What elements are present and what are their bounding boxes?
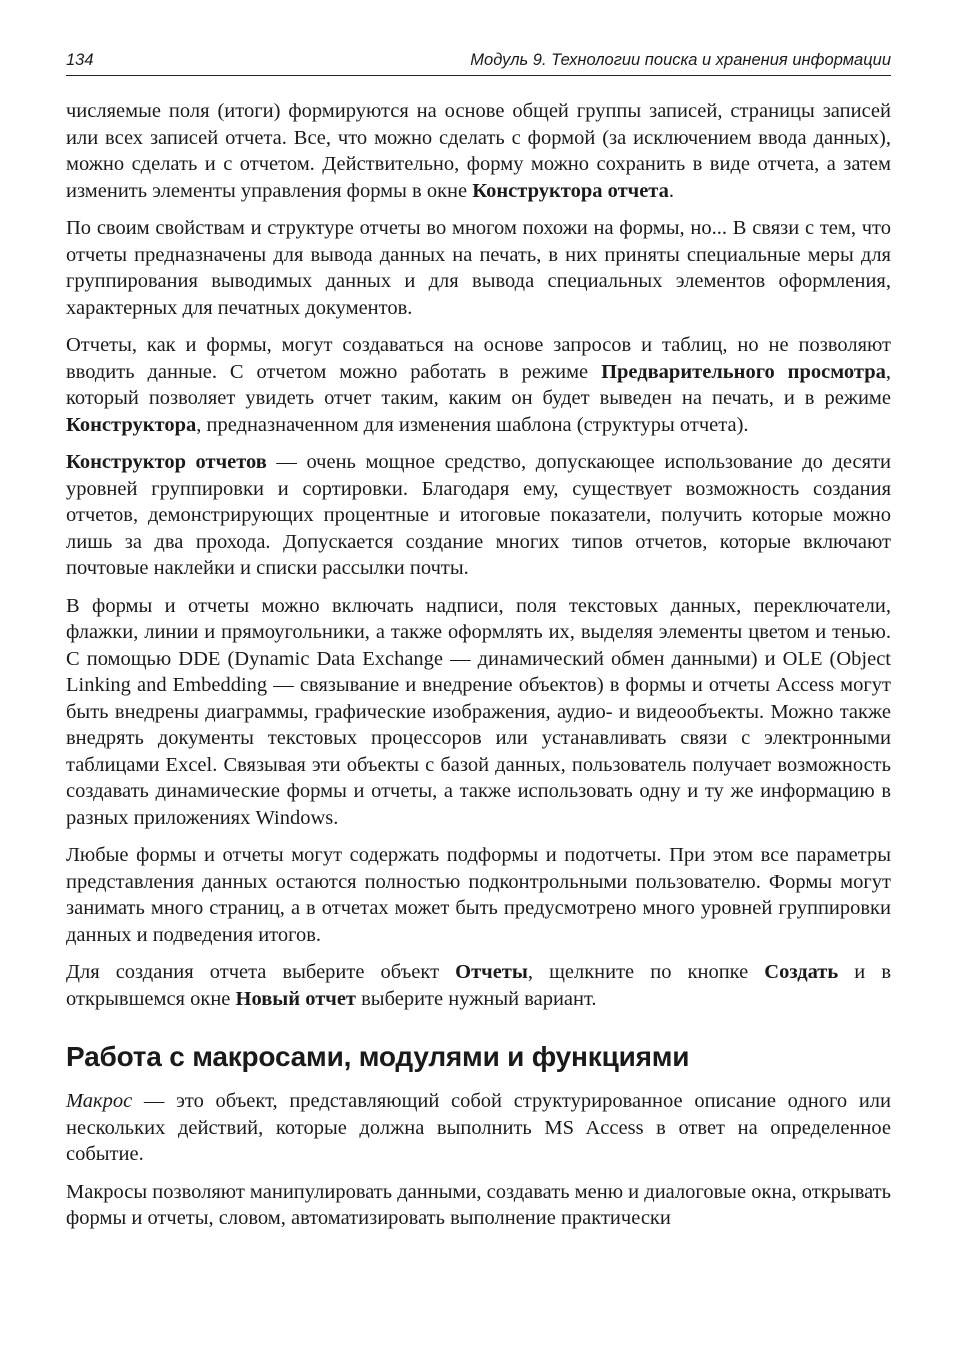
paragraph-7 bbox=[66, 959, 891, 1012]
p7-text-4: выберите нужный вариант. bbox=[356, 987, 597, 1010]
p2-text-1: По своим свойствам и структуре отчеты во многом похожи на формы, но... В связи с тем, что отчеты предназначены для вывода данных на печать, в них приняты специальные меры для группирования выводимых данных и для вывода специальных элементов оформления, характерных для печатных документов. bbox=[66, 217, 891, 319]
p7-bold-term-2: Создать bbox=[764, 961, 839, 983]
document-page bbox=[66, 50, 891, 1243]
paragraph-4 bbox=[66, 449, 891, 582]
paragraph-6 bbox=[66, 842, 891, 948]
running-title: Модуль 9. Технологии поиска и хранения информации bbox=[470, 51, 891, 69]
p4-bold-term: Конструктор отчетов bbox=[66, 451, 267, 473]
p7-text-3: и в открывшемся окне bbox=[66, 961, 892, 1010]
p9-text-1: Макросы позволяют манипулировать данными, создавать меню и диалоговые окна, открывать формы и отчеты, словом, автоматизировать выполнение практически bbox=[66, 1180, 891, 1229]
p8-text-1: — это объект, представляющий собой структурированное описание одного или нескольких действий, которые должна выполнить MS Access в ответ на определенное событие. bbox=[66, 1090, 891, 1165]
p1-text-2: . bbox=[668, 179, 674, 202]
body-text bbox=[66, 98, 891, 1232]
page-number: 134 bbox=[66, 51, 94, 69]
paragraph-9 bbox=[66, 1179, 891, 1232]
p5-text-1: В формы и отчеты можно включать надписи, поля текстовых данных, переключатели, флажки, линии и прямоугольники, а также оформлять их, выделяя элементы цветом и тенью. С помощью DDE (Dynamic Data Exchange — динамический обмен данными) и OLE (Object Linking and Embedding — связывание и внедрение объектов) в формы и отчеты Access могут быть внедрены диаграммы, графические изображения, аудио- и видеообъекты. Можно также внедрять документы текстовых процессоров или устанавливать связи с электронными таблицами Excel. Связывая эти объекты с базой данных, пользователь получает возможность создавать динамические формы и отчеты, а также использовать одну и ту же информацию в разных приложениях Windows. bbox=[66, 594, 891, 829]
p4-text-1: — очень мощное средство, допускающее использование до десяти уровней группировки и сортировки. Благодаря ему, существует возможность создания отчетов, демонстрирующих процентные и итоговые показатели, получить которые можно лишь за два прохода. Допускается создание многих типов отчетов, которые включают почтовые наклейки и списки рассылки почты. bbox=[66, 451, 891, 579]
p3-bold-term-2: Конструктора bbox=[66, 413, 197, 436]
section-heading: Работа с макросами, модулями и функциями bbox=[66, 1041, 690, 1072]
p7-bold-term-1: Отчеты bbox=[455, 961, 528, 983]
p6-text-1: Любые формы и отчеты могут содержать подформы и подотчеты. При этом все параметры представления данных остаются полностью подконтрольными пользователю. Формы могут занимать много страниц, а в отчетах может быть предусмотрено много уровней группировки данных и подведения итогов. bbox=[66, 844, 891, 946]
p7-bold-term-3: Новый отчет bbox=[235, 987, 356, 1010]
p3-text-1: Отчеты, как и формы, могут создаваться на основе запросов и таблиц, но не позволяют вводить данные. С отчетом можно работать в режиме bbox=[66, 334, 891, 383]
paragraph-8 bbox=[66, 1088, 891, 1168]
p1-text-1: числяемые поля (итоги) формируются на основе общей группы записей, страницы записей или всех записей отчета. Все, что можно сделать с формой (за исключением ввода данных), можно сделать и с отчетом. Действительно, форму можно сохранить в виде отчета, а затем изменить элементы управления формы в окне bbox=[66, 100, 891, 202]
paragraph-5 bbox=[66, 593, 891, 832]
running-header bbox=[66, 50, 891, 76]
p7-text-2: , щелкните по кнопке bbox=[527, 961, 765, 983]
p3-text-3: , предназначенном для изменения шаблона (структуры отчета). bbox=[196, 413, 749, 436]
paragraph-1 bbox=[66, 98, 891, 204]
p7-text-1: Для создания отчета выберите объект bbox=[66, 961, 456, 983]
p3-bold-term-1: Предварительного просмотра bbox=[601, 360, 886, 383]
paragraph-2 bbox=[66, 215, 891, 321]
p3-text-2: , который позволяет увидеть отчет таким, каким он будет выведен на печать, и в режиме bbox=[66, 360, 892, 409]
p8-italic-term: Макрос bbox=[66, 1090, 133, 1112]
paragraph-3 bbox=[66, 332, 891, 438]
p1-bold-term: Конструктора отчета bbox=[472, 179, 669, 202]
